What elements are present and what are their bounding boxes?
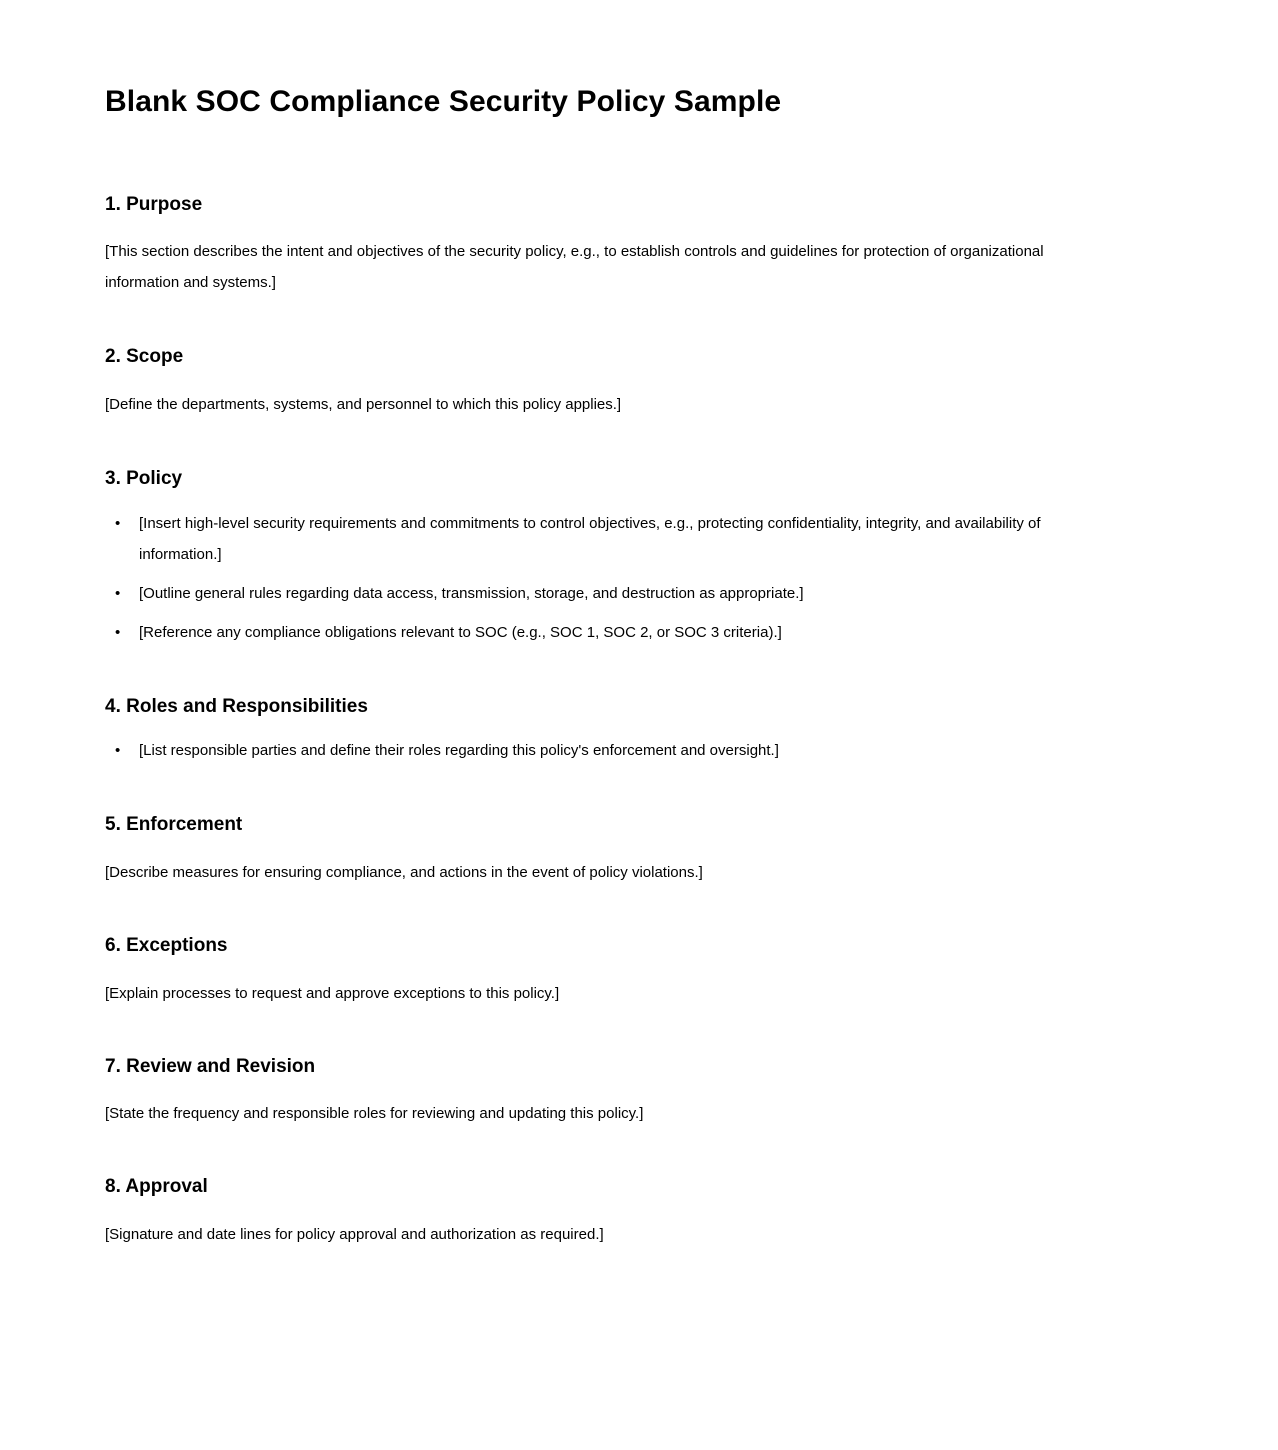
policy-bullet-list bbox=[105, 492, 1115, 648]
section-policy bbox=[105, 420, 1115, 648]
list-item: • [Insert high-level security requirements and commitments to control objectives, e.g., protecting confidentiality, integrity, and availability of information.] bbox=[105, 508, 1115, 570]
document-bottom-whitespace bbox=[105, 1250, 1115, 1450]
page-title: Blank SOC Compliance Security Policy Sample bbox=[105, 85, 782, 118]
section-exceptions bbox=[105, 888, 1115, 1009]
section-paragraph-approval: [Signature and date lines for policy approval and authorization as required.] bbox=[105, 1226, 604, 1243]
section-approval bbox=[105, 1129, 1115, 1250]
list-item: • [Outline general rules regarding data access, transmission, storage, and destruction as appropriate.] bbox=[105, 578, 1115, 609]
section-paragraph-scope: [Define the departments, systems, and personnel to which this policy applies.] bbox=[105, 395, 622, 413]
section-scope bbox=[105, 298, 1115, 420]
list-item: • [List responsible parties and define their roles regarding this policy's enforcement and oversight.] bbox=[105, 735, 1115, 766]
section-heading-enforcement: 5. Enforcement bbox=[105, 814, 243, 836]
section-enforcement bbox=[105, 766, 1115, 888]
roles-bullet-list bbox=[105, 719, 1115, 766]
section-heading-roles-and-responsibilities: 4. Roles and Responsibilities bbox=[105, 695, 368, 717]
section-paragraph-exceptions: [Explain processes to request and approve exceptions to this policy.] bbox=[105, 984, 560, 1002]
section-heading-review-and-revision: 7. Review and Revision bbox=[105, 1055, 316, 1077]
section-roles-and-responsibilities bbox=[105, 648, 1115, 767]
section-heading-purpose: 1. Purpose bbox=[105, 193, 203, 215]
section-purpose bbox=[105, 121, 1115, 299]
section-heading-policy: 3. Policy bbox=[105, 467, 183, 489]
document-body bbox=[105, 0, 1115, 1450]
section-heading-approval: 8. Approval bbox=[105, 1176, 208, 1198]
section-heading-exceptions: 6. Exceptions bbox=[105, 934, 228, 956]
section-paragraph-enforcement: [Describe measures for ensuring compliance, and actions in the event of policy violations.] bbox=[105, 863, 703, 881]
section-review-and-revision bbox=[105, 1009, 1115, 1130]
section-paragraph-review-and-revision: [State the frequency and responsible roles for reviewing and updating this policy.] bbox=[105, 1105, 644, 1123]
section-paragraph-purpose: [This section describes the intent and objectives of the security policy, e.g., to establish controls and guidelines for protection of organizational information and systems.] bbox=[105, 243, 1044, 292]
section-heading-scope: 2. Scope bbox=[105, 346, 184, 368]
list-item: • [Reference any compliance obligations relevant to SOC (e.g., SOC 1, SOC 2, or SOC 3 criteria).] bbox=[105, 617, 1115, 648]
